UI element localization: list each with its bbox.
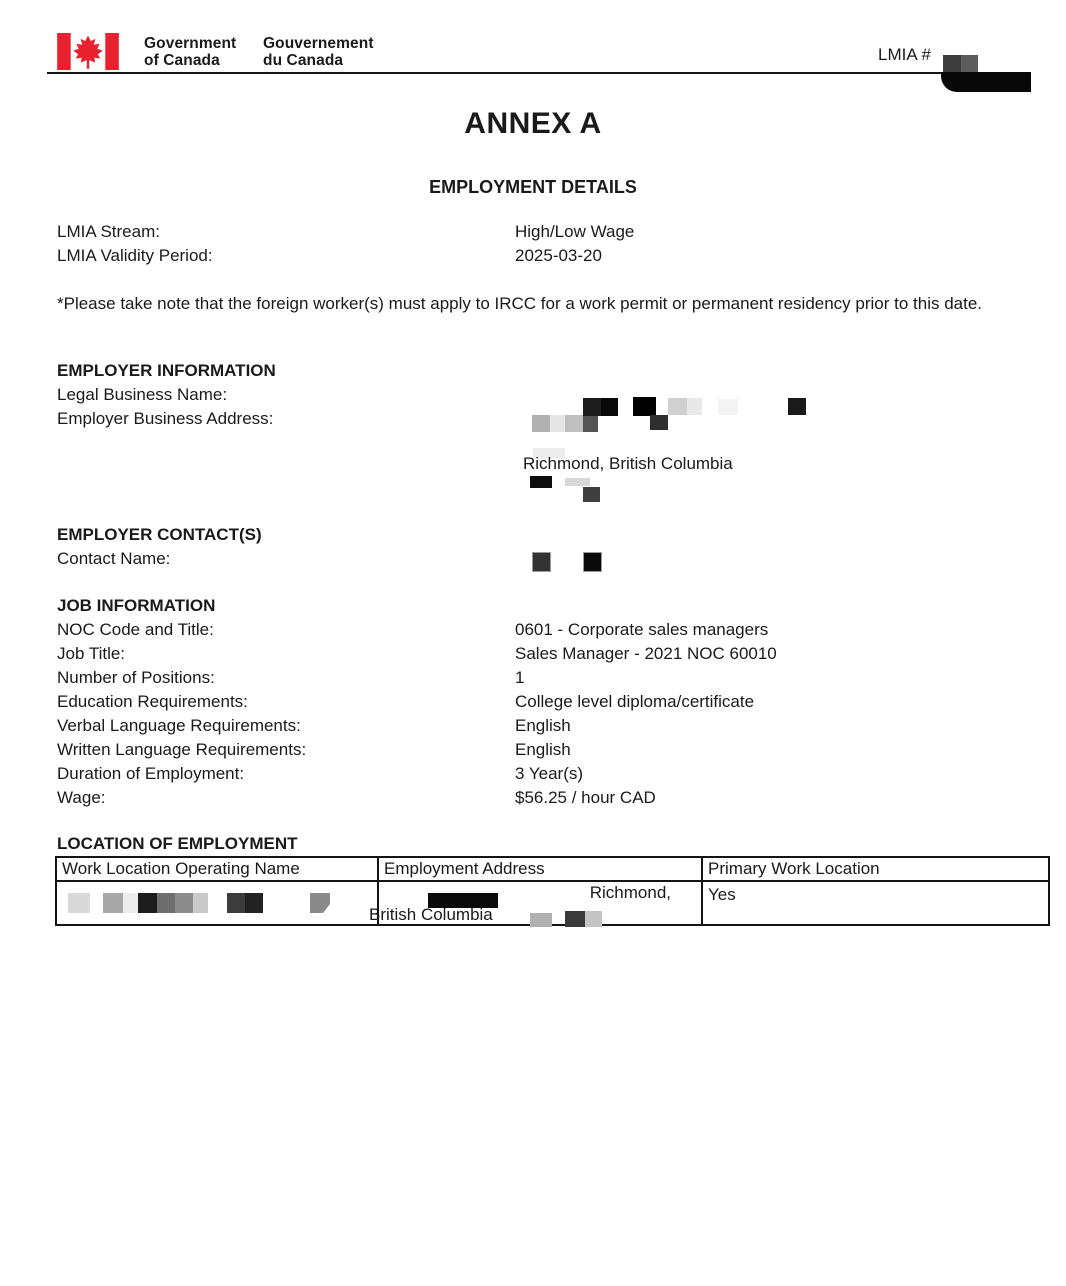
redaction-block	[530, 913, 552, 927]
page-title: ANNEX A	[464, 107, 602, 140]
redaction-block	[532, 415, 550, 432]
redaction-block	[583, 398, 601, 416]
redaction-block	[941, 72, 1031, 92]
redaction-block	[532, 552, 551, 572]
redaction-block	[687, 398, 702, 415]
field-row	[57, 762, 1017, 786]
lmia-number-label: LMIA #	[878, 45, 931, 64]
canada-flag-icon	[57, 33, 119, 70]
field-label: Duration of Employment:	[57, 764, 245, 783]
field-label: Job Title:	[57, 644, 126, 663]
redaction-block	[565, 478, 590, 486]
field-row	[57, 738, 1017, 762]
job-information-section	[57, 594, 1017, 810]
field-label: Contact Name:	[57, 549, 171, 568]
address-city: Richmond,	[589, 883, 671, 902]
redaction-block	[565, 415, 583, 432]
gov-en-line2: of Canada	[144, 51, 220, 69]
col-employment-address: Employment Address	[378, 857, 702, 881]
col-primary-work-location: Primary Work Location	[702, 857, 1049, 881]
field-label: Employer Business Address:	[57, 409, 274, 428]
redaction-block	[633, 397, 656, 416]
field-label: Legal Business Name:	[57, 385, 228, 404]
redaction-block	[961, 55, 978, 73]
field-label: Written Language Requirements:	[57, 740, 307, 759]
gov-en-line1: Government	[144, 35, 237, 52]
address-region: British Columbia	[369, 905, 493, 924]
redaction-block	[123, 893, 138, 913]
redaction-block	[583, 552, 602, 572]
field-row	[57, 666, 1017, 690]
field-label: Verbal Language Requirements:	[57, 716, 301, 735]
header-rule	[47, 72, 1020, 74]
field-value: Sales Manager - 2021 NOC 60010	[515, 644, 777, 663]
field-label: Education Requirements:	[57, 692, 248, 711]
section-heading: EMPLOYER CONTACT(S)	[57, 525, 262, 544]
redaction-block	[601, 398, 618, 416]
gov-wordmark-fr	[263, 36, 374, 69]
redaction-block	[175, 893, 193, 913]
col-work-location-operating-name: Work Location Operating Name	[56, 857, 378, 881]
redaction-block	[68, 893, 90, 913]
redaction-block	[138, 893, 157, 913]
redaction-block	[650, 415, 668, 430]
field-label: NOC Code and Title:	[57, 620, 214, 639]
redaction-block	[943, 55, 961, 73]
section-heading: JOB INFORMATION	[57, 596, 216, 615]
field-value: 1	[515, 668, 525, 687]
redaction-block	[583, 416, 598, 432]
redaction-block	[788, 398, 806, 415]
field-row	[57, 383, 1017, 407]
redaction-block	[103, 893, 123, 913]
field-row	[57, 618, 1017, 642]
section-heading: LOCATION OF EMPLOYMENT	[57, 834, 298, 853]
redaction-block	[668, 398, 687, 415]
field-label: Wage:	[57, 788, 106, 807]
field-value: 2025-03-20	[515, 246, 602, 265]
field-row	[57, 220, 1017, 244]
redaction-block	[550, 415, 565, 432]
redaction-block	[227, 893, 245, 913]
field-value: English	[515, 716, 571, 735]
gov-wordmark-en	[144, 36, 236, 69]
field-value: $56.25 / hour CAD	[515, 788, 656, 807]
cell-primary-work-location: Yes	[702, 881, 1049, 925]
field-value: English	[515, 740, 571, 759]
field-row	[57, 786, 1017, 810]
field-row	[57, 714, 1017, 738]
redaction-block	[193, 893, 208, 913]
table-header-row	[56, 857, 1049, 881]
note-text: *Please take note that the foreign worker(s) must apply to IRCC for a work permit or permanent residency prior to this date.	[57, 294, 983, 313]
field-label: Number of Positions:	[57, 668, 215, 687]
redaction-block	[565, 911, 585, 927]
field-value: College level diploma/certificate	[515, 692, 755, 711]
field-label: LMIA Stream:	[57, 222, 160, 241]
section-heading: EMPLOYER INFORMATION	[57, 361, 276, 380]
gov-fr-line2: du Canada	[263, 51, 344, 69]
field-label: LMIA Validity Period:	[57, 246, 213, 265]
redaction-block	[530, 476, 552, 488]
redaction-block	[245, 893, 263, 913]
redaction-block	[718, 399, 738, 415]
gov-fr-line1: Gouvernement	[263, 35, 374, 52]
field-row	[57, 642, 1017, 666]
location-table	[55, 856, 1050, 926]
redaction-block	[583, 487, 600, 502]
lmia-summary	[57, 220, 1017, 268]
field-value: High/Low Wage	[515, 222, 635, 241]
redaction-block	[157, 893, 175, 913]
employer-address-city-region: Richmond, British Columbia	[523, 454, 733, 473]
redaction-block	[585, 911, 602, 927]
field-row	[57, 244, 1017, 268]
field-value: 0601 - Corporate sales managers	[515, 620, 769, 639]
field-value: 3 Year(s)	[515, 764, 584, 783]
field-row	[57, 690, 1017, 714]
page-subtitle: EMPLOYMENT DETAILS	[429, 177, 637, 197]
